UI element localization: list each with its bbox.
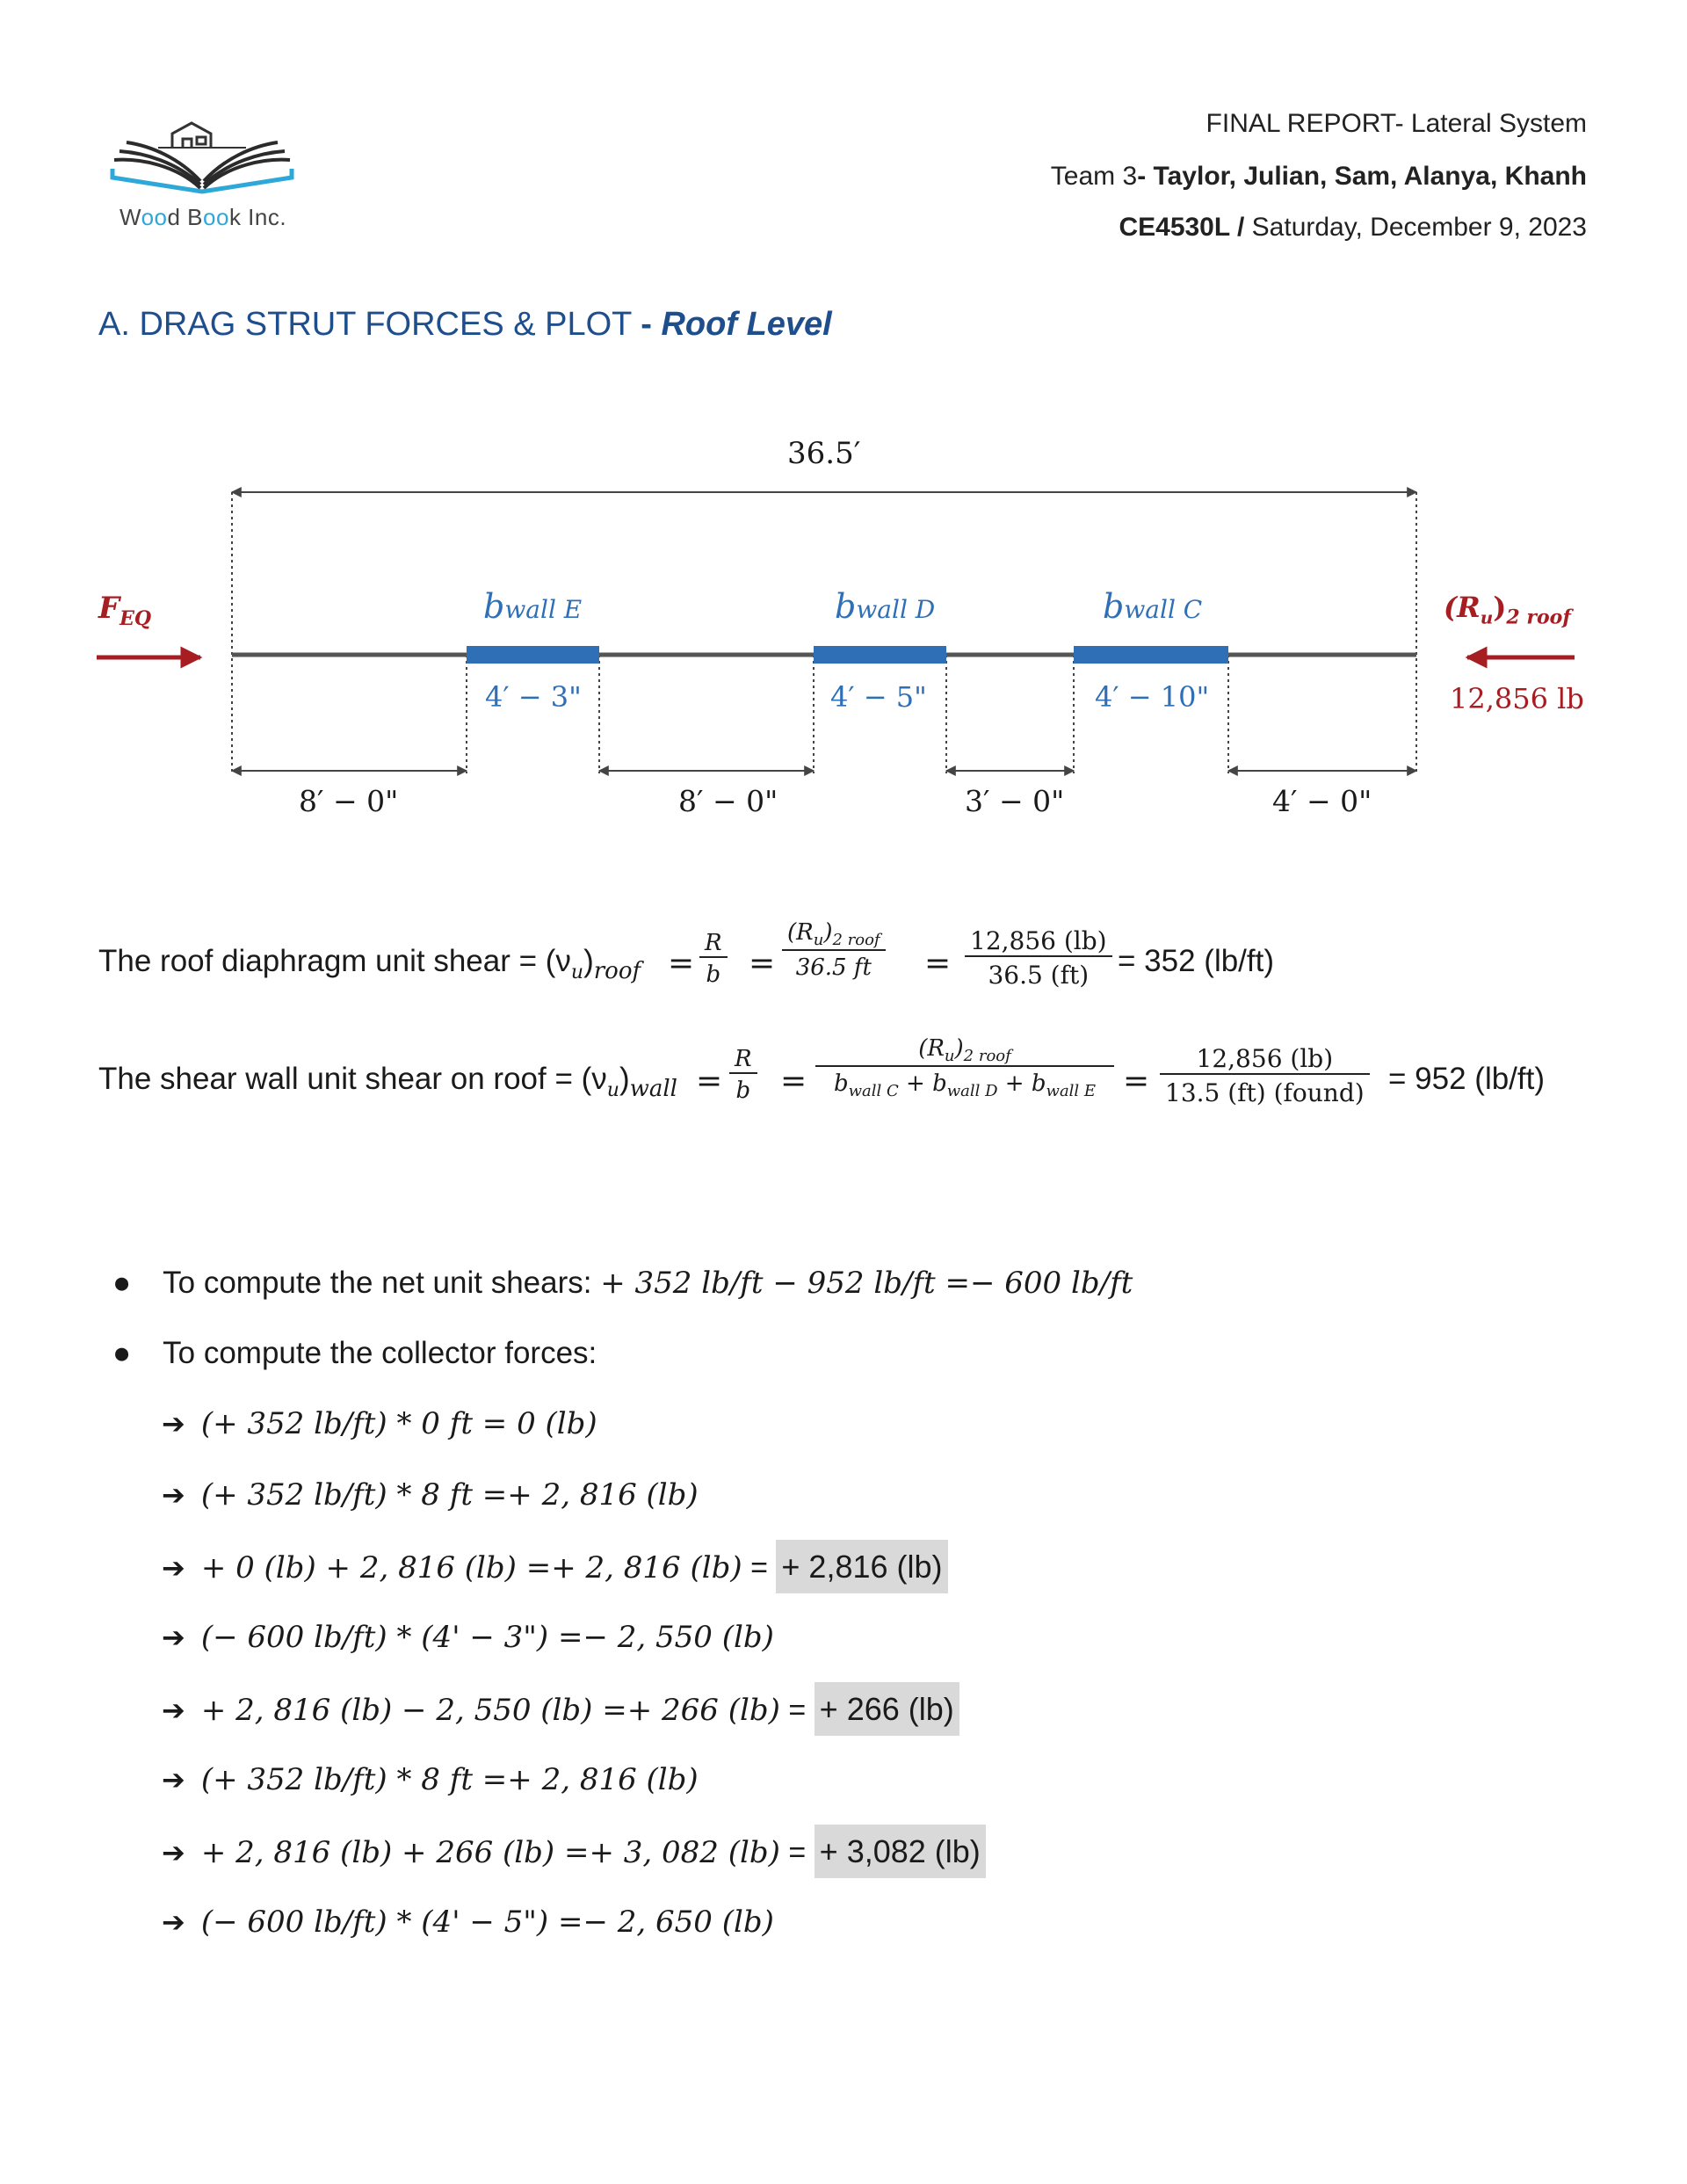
bullet-icon: ● <box>112 1266 132 1300</box>
shear-wall-c <box>1074 646 1228 664</box>
shear-wall-d <box>814 646 946 664</box>
step-row: ➔ (+ 352 lb/ft) * 8 ft =+ 2, 816 (lb) <box>162 1477 699 1513</box>
arrow-icon: ➔ <box>162 1478 185 1512</box>
course-date-line: CE4530L / Saturday, December 9, 2023 <box>1119 213 1587 242</box>
team-line: Team 3- Taylor, Julian, Sam, Alanya, Khanh <box>1050 162 1587 191</box>
equals-sign: = <box>1123 1063 1150 1099</box>
roof-diaphragm-shear-equation: The roof diaphragm unit shear = $(\nu_u)_{roof}$ <box>98 944 641 984</box>
wall-c-label: bwall C <box>1103 587 1203 626</box>
equals-sign: = <box>924 946 952 982</box>
logo-text: Wood Book Inc. <box>119 204 287 230</box>
reaction-label: $(R_u)_{2 roof}$ <box>1444 591 1571 629</box>
force-eq-label: $F_{EQ}$ <box>98 591 152 630</box>
bullet-icon: ● <box>112 1336 132 1370</box>
book-house-logo-icon <box>105 104 299 200</box>
arrow-icon: ➔ <box>162 1407 185 1440</box>
shear-wall-unit-shear-equation: The shear wall unit shear on roof = $(\nu_u)_{wall}$ <box>98 1062 677 1102</box>
arrow-icon: ➔ <box>162 1836 185 1869</box>
gap-label: 3′ − 0" <box>965 784 1065 818</box>
wall-e-label: bwall E <box>483 587 583 626</box>
step-row: ➔ (+ 352 lb/ft) * 0 ft = 0 (lb) <box>162 1406 597 1441</box>
equals-sign: = <box>749 946 776 982</box>
report-title: FINAL REPORT- Lateral System <box>1206 109 1587 138</box>
gap-label: 8′ − 0" <box>678 784 778 818</box>
wall-d-label: bwall D <box>835 587 936 626</box>
wall-shear-result: = 952 (lb/ft) <box>1388 1062 1546 1096</box>
bullet-net-unit-shears: ● To compute the net unit shears: + 352 lb/ft − 952 lb/ft =− 600 lb/ft <box>112 1266 1133 1301</box>
equals-sign: = <box>696 1063 723 1099</box>
step-row: ➔ + 2, 816 (lb) + 266 (lb) =+ 3, 082 (lb) = + 3,082 (lb) <box>162 1833 986 1870</box>
highlighted-result: + 2,816 (lb) <box>776 1540 947 1593</box>
highlighted-result: + 3,082 (lb) <box>815 1825 986 1878</box>
step-row: ➔ + 0 (lb) + 2, 816 (lb) =+ 2, 816 (lb) = + 2,816 (lb) <box>162 1549 948 1585</box>
step-row: ➔ + 2, 816 (lb) − 2, 550 (lb) =+ 266 (lb) = + 266 (lb) <box>162 1691 959 1728</box>
fraction-r-over-b: $\frac{R}{b}$ <box>729 1046 757 1104</box>
drag-strut-diagram <box>0 422 1687 844</box>
fraction-values: $\frac{12,856 (lb)}{36.5 (ft)}$ <box>965 926 1112 990</box>
equals-sign: = <box>668 946 695 982</box>
step-row: ➔ (+ 352 lb/ft) * 8 ft =+ 2, 816 (lb) <box>162 1762 699 1797</box>
arrow-icon: ➔ <box>162 1551 185 1585</box>
equals-sign: = <box>780 1063 807 1099</box>
fraction-r-over-b: $\frac{R}{b}$ <box>699 930 728 988</box>
gap-label: 8′ − 0" <box>299 784 399 818</box>
total-length-label: 36.5′ <box>787 436 861 471</box>
wall-d-length: 4′ − 5" <box>830 680 927 714</box>
wall-c-length: 4′ − 10" <box>1095 680 1210 714</box>
fraction-reaction-over-length: $(R_u)_{2 roof}$ 36.5 ft <box>782 919 886 981</box>
arrow-icon: ➔ <box>162 1905 185 1939</box>
section-title: A. DRAG STRUT FORCES & PLOT - Roof Level <box>98 306 832 343</box>
company-logo <box>105 104 299 244</box>
bullet-collector-forces: ● To compute the collector forces: <box>112 1336 597 1370</box>
step-row: ➔ (− 600 lb/ft) * (4' − 3") =− 2, 550 (lb) <box>162 1620 774 1655</box>
reaction-value: 12,856 lb <box>1450 682 1584 715</box>
step-row: ➔ (− 600 lb/ft) * (4' − 5") =− 2, 650 (lb) <box>162 1905 774 1940</box>
fraction-reaction-over-wall-lengths: $(R_u)_{2 roof}$ $b_{wall C} + b_{wall D} + b_{wall E}$ <box>815 1035 1114 1100</box>
arrow-icon: ➔ <box>162 1763 185 1796</box>
roof-shear-result: = 352 (lb/ft) <box>1118 944 1275 978</box>
arrow-icon: ➔ <box>162 1621 185 1654</box>
gap-label: 4′ − 0" <box>1272 784 1372 818</box>
fraction-values: 12,856 (lb) 13.5 (ft) (found) <box>1160 1044 1370 1107</box>
highlighted-result: + 266 (lb) <box>815 1682 959 1736</box>
wall-e-length: 4′ − 3" <box>485 680 582 714</box>
arrow-icon: ➔ <box>162 1694 185 1727</box>
shear-wall-e <box>467 646 599 664</box>
